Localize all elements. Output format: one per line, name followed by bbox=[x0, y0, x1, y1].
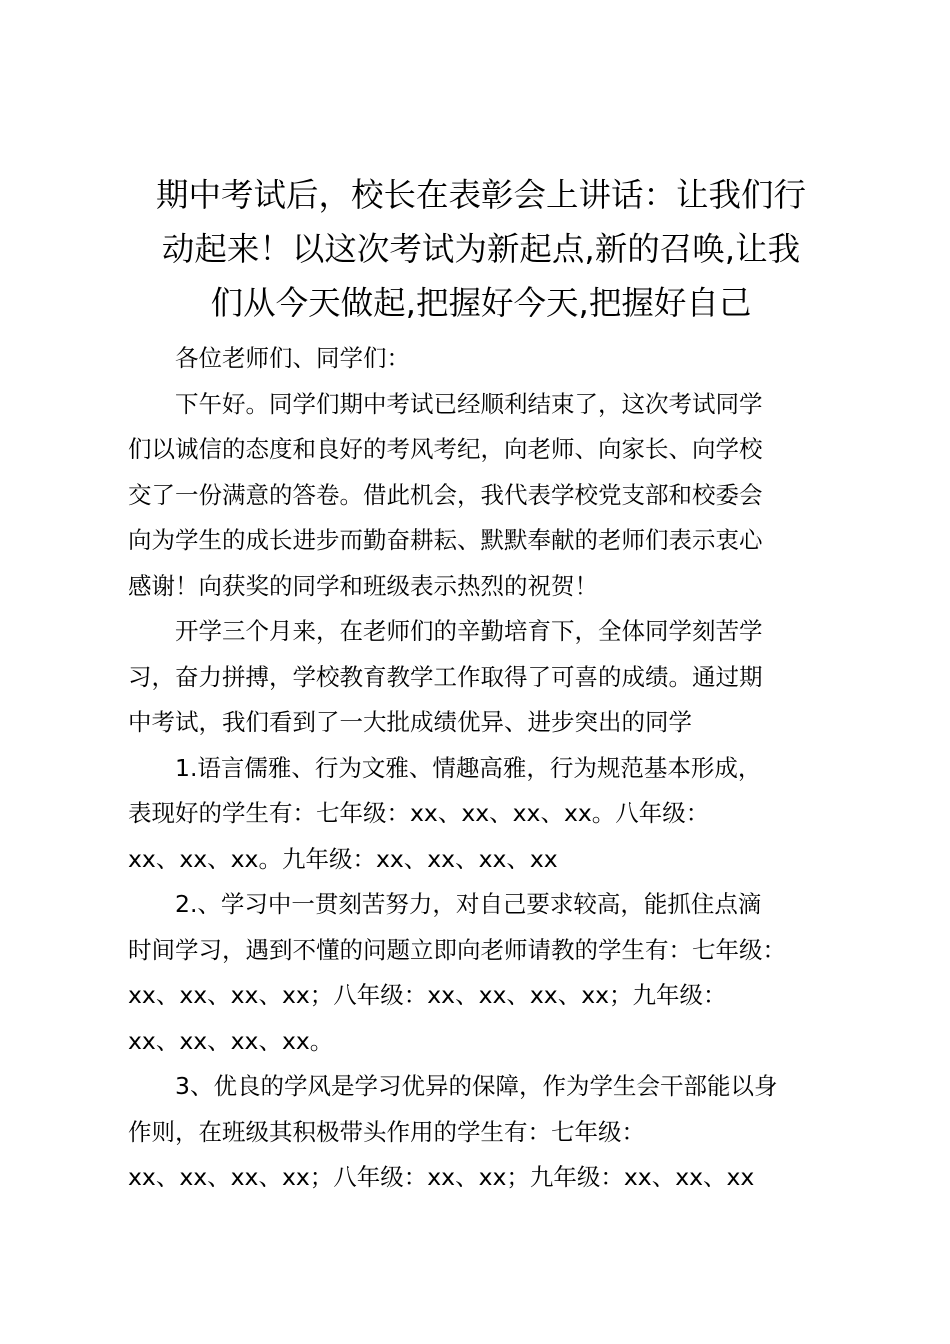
text-line: 感谢！向获奖的同学和班级表示热烈的祝贺！ bbox=[128, 571, 598, 600]
text-line: xx、xx、xx、xx。 bbox=[128, 1026, 334, 1055]
text-line: 作则，在班级其积极带头作用的学生有：七年级： bbox=[128, 1117, 645, 1146]
title-line: 们从今天做起,把握好今天,把握好自己 bbox=[210, 284, 752, 322]
text-line: 习，奋力拼搏，学校教育教学工作取得了可喜的成绩。通过期 bbox=[128, 662, 763, 691]
list-item-1-paragraph bbox=[128, 746, 834, 883]
text-line: 们以诚信的态度和良好的考风考纪，向老师、向家长、向学校 bbox=[128, 435, 763, 463]
text-line: 中考试，我们看到了一大批成绩优异、进步突出的同学 bbox=[128, 708, 692, 736]
text-line: 各位老师们、同学们： bbox=[175, 344, 410, 372]
title-line: 期中考试后，校长在表彰会上讲话：让我们行 bbox=[155, 176, 806, 214]
text-line: 时间学习，遇到不懂的问题立即向老师请教的学生有：七年级： bbox=[128, 935, 786, 964]
text-line: 3、优良的学风是学习优异的保障，作为学生会干部能以身 bbox=[175, 1072, 778, 1100]
text-line: xx、xx、xx、xx；八年级：xx、xx；九年级：xx、xx、xx bbox=[128, 1163, 755, 1191]
greeting-paragraph bbox=[128, 382, 834, 610]
text-line: xx、xx、xx。九年级：xx、xx、xx、xx bbox=[128, 844, 558, 873]
text-line: 开学三个月来，在老师们的辛勤培育下，全体同学刻苦学 bbox=[175, 617, 763, 645]
text-line: 下午好。同学们期中考试已经顺利结束了，这次考试同学 bbox=[175, 389, 763, 418]
text-line: 1.语言儒雅、行为文雅、情趣高雅，行为规范基本形成， bbox=[175, 753, 762, 782]
achievement-paragraph bbox=[128, 609, 834, 746]
document-title bbox=[128, 168, 834, 330]
document-page bbox=[128, 168, 834, 1201]
text-line: 表现好的学生有：七年级：xx、xx、xx、xx。八年级： bbox=[128, 799, 710, 827]
title-line: 动起来！以这次考试为新起点,新的召唤,让我 bbox=[161, 230, 801, 268]
salutation-paragraph bbox=[128, 336, 834, 382]
text-line: 交了一份满意的答卷。借此机会，我代表学校党支部和校委会 bbox=[128, 480, 763, 509]
text-line: 2.、学习中一贯刻苦努力，对自己要求较高，能抓住点滴 bbox=[175, 890, 762, 918]
list-item-2-paragraph bbox=[128, 882, 834, 1064]
text-line: 向为学生的成长进步而勤奋耕耘、默默奉献的老师们表示衷心 bbox=[128, 526, 763, 554]
list-item-3-paragraph bbox=[128, 1064, 834, 1201]
text-line: xx、xx、xx、xx；八年级：xx、xx、xx、xx；九年级： bbox=[128, 981, 727, 1009]
